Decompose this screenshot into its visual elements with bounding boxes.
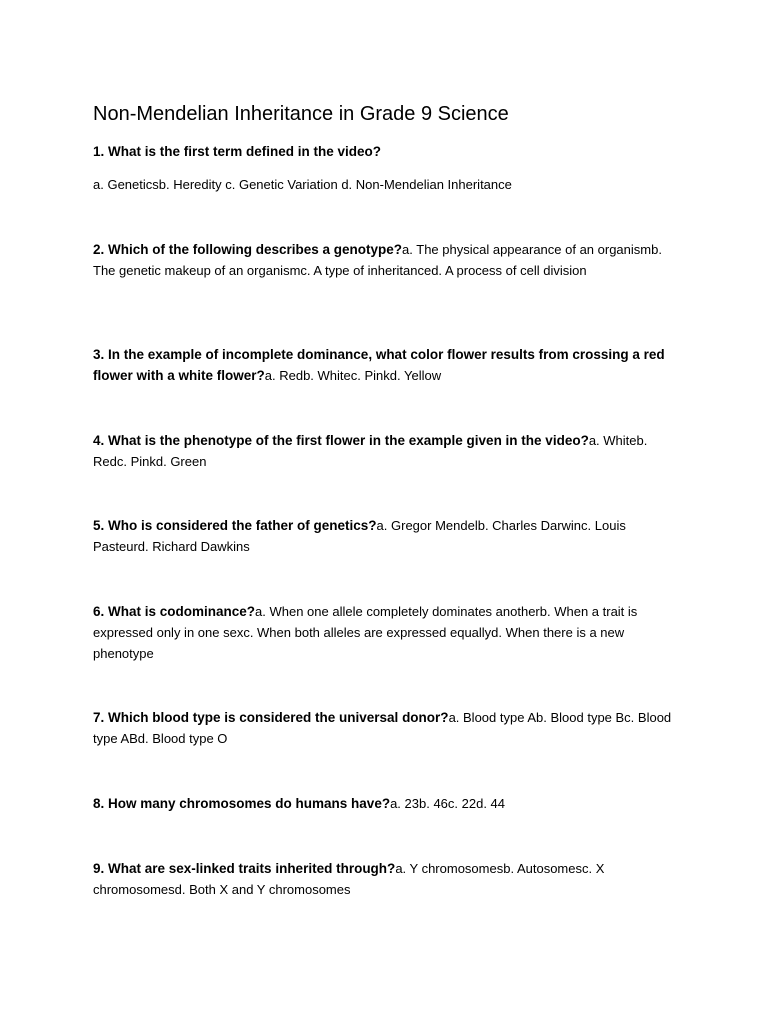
question-5-text: 5. Who is considered the father of genetics? (93, 518, 377, 533)
question-4-text: 4. What is the phenotype of the first flower in the example given in the video? (93, 433, 589, 448)
question-3 (93, 344, 673, 386)
document-title: Non-Mendelian Inheritance in Grade 9 Science (93, 103, 509, 125)
question-1-answers: a. Geneticsb. Heredity c. Genetic Variation d. Non-Mendelian Inheritance (93, 177, 512, 192)
question-5-answers: a. Gregor Mendelb. Charles Darwinc. Louis Pasteurd. Richard Dawkins (93, 518, 626, 554)
question-7-text: 7. Which blood type is considered the universal donor? (93, 710, 449, 725)
question-9-text: 9. What are sex-linked traits inherited through? (93, 861, 396, 876)
question-2-answers: a. The physical appearance of an organismb. The genetic makeup of an organismc. A type of inheritanced. A process of cell division (93, 242, 662, 278)
question-2 (93, 239, 673, 281)
question-4-answers: a. Whiteb. Redc. Pinkd. Green (93, 433, 648, 469)
question-9 (93, 858, 673, 900)
question-6-text: 6. What is codominance? (93, 604, 256, 619)
question-6-answers: a. When one allele completely dominates anotherb. When a trait is expressed only in one sexc. When both alleles are expressed equallyd. When there is a new phenotype (93, 604, 638, 661)
question-8-text: 8. How many chromosomes do humans have? (93, 796, 391, 811)
question-3-text: 3. In the example of incomplete dominance, what color flower results from crossing a red flower with a white flower? (93, 347, 665, 383)
question-9-answers: a. Y chromosomesb. Autosomesc. X chromosomesd. Both X and Y chromosomes (93, 861, 605, 897)
question-7-answers: a. Blood type Ab. Blood type Bc. Blood type ABd. Blood type O (93, 710, 672, 746)
question-8-answers: a. 23b. 46c. 22d. 44 (390, 796, 506, 811)
question-5 (93, 515, 673, 557)
question-8 (93, 793, 673, 814)
question-4 (93, 430, 673, 472)
question-3-answers: a. Redb. Whitec. Pinkd. Yellow (264, 368, 442, 383)
question-6 (93, 601, 673, 664)
question-7 (93, 707, 673, 749)
question-2-text: 2. Which of the following describes a genotype? (93, 242, 403, 257)
question-1-text: 1. What is the first term defined in the video? (93, 144, 382, 159)
